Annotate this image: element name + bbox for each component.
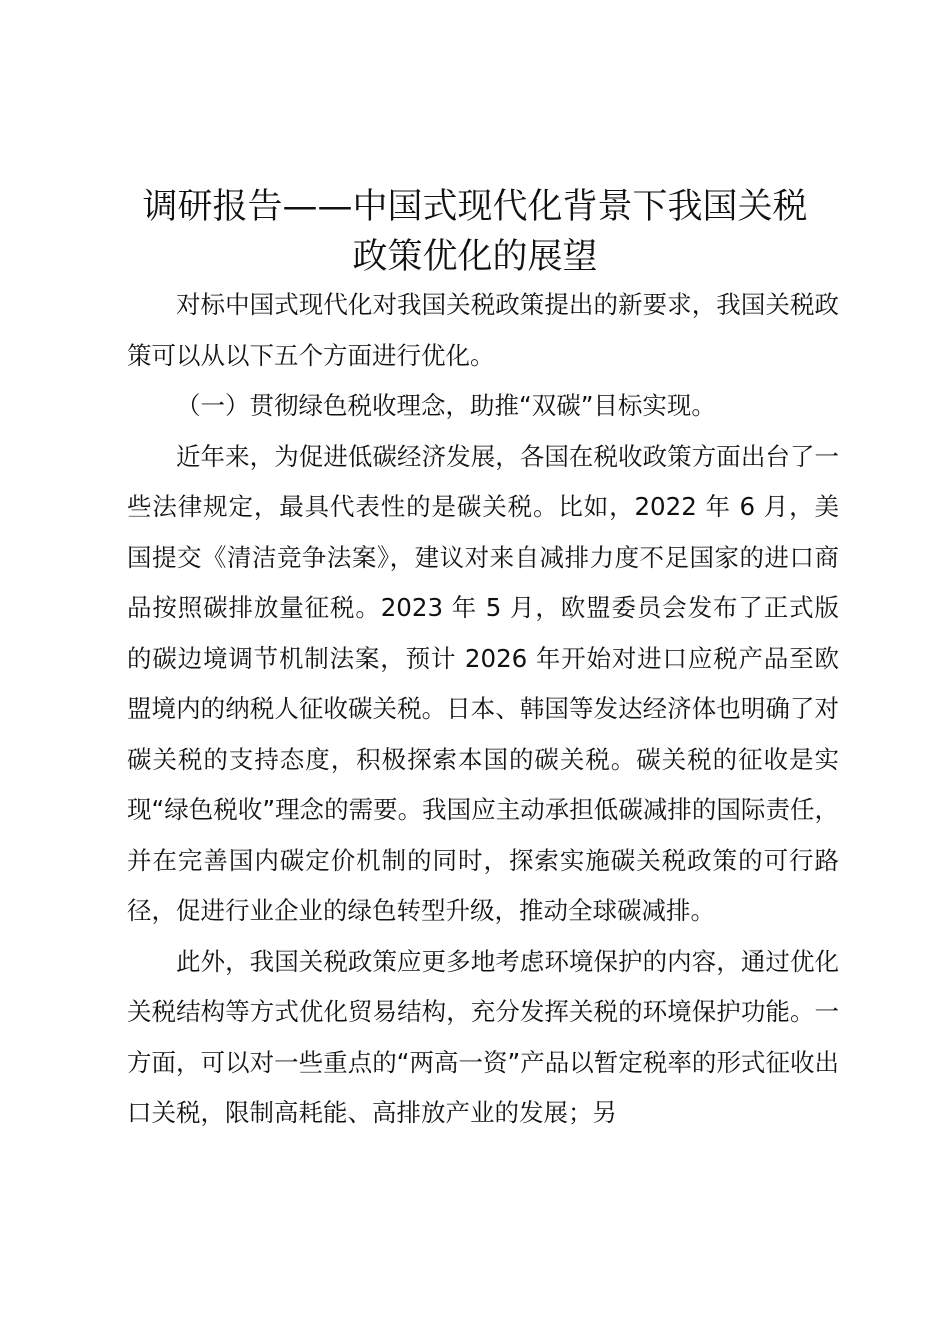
paragraph-intro: 对标中国式现代化对我国关税政策提出的新要求，我国关税政策可以从以下五个方面进行优化。	[127, 290, 839, 370]
document-body	[127, 280, 839, 1139]
paragraph-environment: 此外，我国关税政策应更多地考虑环境保护的内容，通过优化关税结构等方式优化贸易结构，充分发挥关税的环境保护功能。一方面，可以对一些重点的“两高一资”产品以暂定税率的形式征收出口关税，限制高耗能、高排放产业的发展；另	[127, 946, 839, 1127]
document-title-line-1: 调研报告——中国式现代化背景下我国关税	[142, 187, 808, 227]
paragraph-carbon-tariff: 近年来，为促进低碳经济发展，各国在税收政策方面出台了一些法律规定，最具代表性的是碳关税。比如，2022 年 6 月，美国提交《清洁竞争法案》，建议对来自减排力度不足国家的进口商品按照碳排放量征税。2023 年 5 月，欧盟委员会发布了正式版的碳边境调节机制法案，预计 2026 年开始对进口应税产品至欧盟境内的纳税人征收碳关税。日本、韩国等发达经济体也明确了对碳关税的支持态度，积极探索本国的碳关税。碳关税的征收是实现“绿色税收”理念的需要。我国应主动承担低碳减排的国际责任，并在完善国内碳定价机制的同时，探索实施碳关税政策的可行路径，促进行业企业的绿色转型升级，推动全球碳减排。	[127, 441, 839, 925]
document-title-line-2: 政策优化的展望	[352, 237, 598, 277]
section-heading-1: （一）贯彻绿色税收理念，助推“双碳”目标实现。	[176, 391, 716, 420]
